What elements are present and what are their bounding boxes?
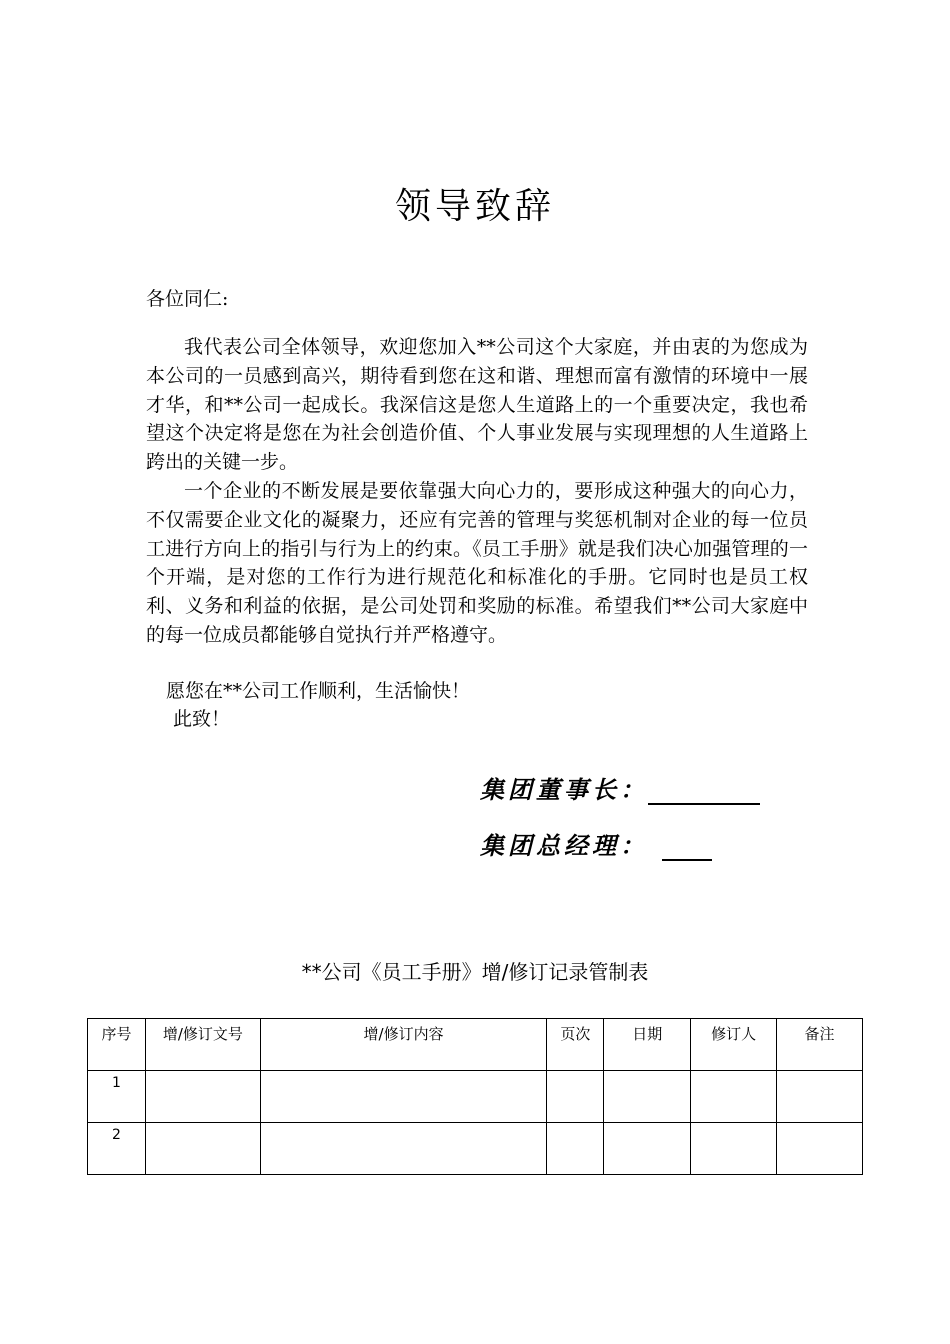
header-cell: 日期 [604,1019,691,1071]
table-cell [260,1071,547,1123]
page-title: 领导致辞 [394,186,555,227]
greeting: 各位同仁: [146,288,229,310]
chairman-label: 集团董事长： [480,775,648,804]
header-cell: 页次 [547,1019,604,1071]
table-header-row [88,1019,863,1071]
revision-table-title: **公司《员工手册》增/修订记录管制表 [301,960,649,984]
header-cell: 修订人 [691,1019,777,1071]
header-cell: 序号 [88,1019,146,1071]
table-cell [604,1123,691,1175]
table-cell [145,1071,260,1123]
revision-record-table [87,1018,863,1175]
table-cell [145,1123,260,1175]
closing-wish: 愿您在**公司工作顺利，生活愉快！ [166,680,471,702]
table-cell: 1 [88,1071,146,1123]
chairman-signature [480,770,760,805]
gm-signature-line [662,837,712,861]
table-cell [604,1071,691,1123]
table-cell [547,1071,604,1123]
paragraph-handbook: 一个企业的不断发展是要依靠强大向心力的，要形成这种强大的向心力，不仅需要企业文化的凝聚力，还应有完善的管理与奖惩机制对企业的每一位员工进行方向上的指引与行为上的约束。《员工手册》就是我们决心加强管理的一个开端，是对您的工作行为进行规范化和标准化的手册。它同时也是员工权利、义务和利益的依据，是公司处罚和奖励的标准。希望我们**公司大家庭中的每一位成员都能够自觉执行并严格遵守。 [146,479,808,646]
table-cell [777,1123,863,1175]
table-row [88,1123,863,1175]
letter-body [146,333,808,650]
paragraph-welcome: 我代表公司全体领导，欢迎您加入**公司这个大家庭，并由衷的为您成为本公司的一员感到高兴，期待看到您在这和谐、理想而富有激情的环境中一展才华，和**公司一起成长。我深信这是您人生道路上的一个重要决定，我也希望这个决定将是您在为社会创造价值、个人事业发展与实现理想的人生道路上跨出的关键一步。 [146,336,808,474]
table-cell: 2 [88,1123,146,1175]
table-cell [691,1123,777,1175]
table-cell [691,1071,777,1123]
table-cell [777,1071,863,1123]
chairman-signature-line [648,781,760,805]
header-cell: 备注 [777,1019,863,1071]
table-row [88,1071,863,1123]
table-cell [547,1123,604,1175]
header-cell: 增/修订文号 [145,1019,260,1071]
header-cell: 增/修订内容 [260,1019,547,1071]
gm-signature [480,826,712,861]
table-cell [260,1123,547,1175]
gm-label: 集团总经理： [480,831,648,860]
closing-salute: 此致！ [173,708,231,730]
